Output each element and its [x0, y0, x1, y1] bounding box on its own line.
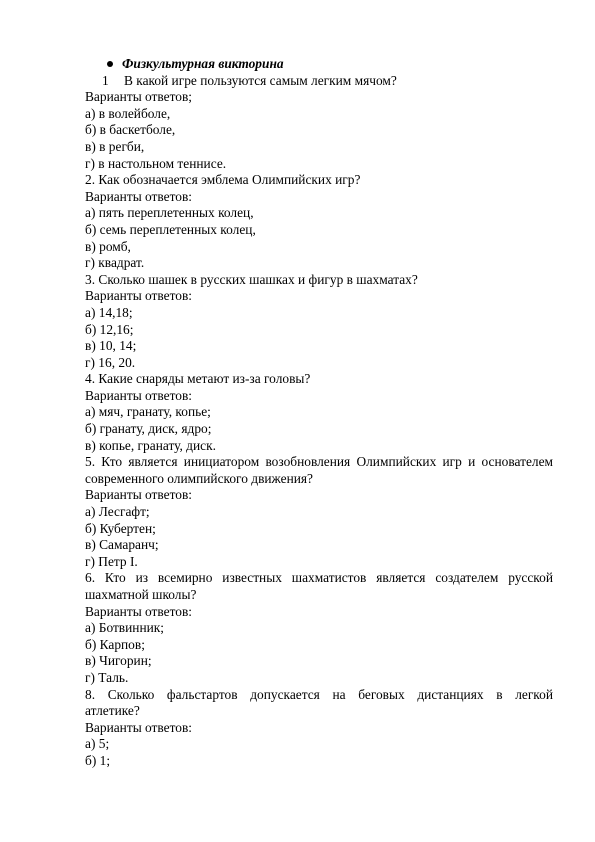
text-line: а) в волейболе,	[85, 105, 171, 121]
question-number: 1	[102, 72, 109, 88]
text-line: 2. Как обозначается эмблема Олимпийских игр?	[85, 172, 361, 188]
question-1	[85, 73, 553, 90]
text-line: 3. Сколько шашек в русских шашках и фигур в шахматах?	[85, 271, 418, 287]
text-line: в) в регби,	[85, 138, 145, 154]
document-title: Физкультурная викторина	[122, 56, 284, 71]
text-line: атлетике?	[85, 703, 140, 719]
bullet-icon	[107, 61, 113, 67]
text-line: б) 1;	[85, 752, 111, 768]
document-content	[85, 56, 553, 770]
text-line: б) гранату, диск, ядро;	[85, 421, 212, 437]
text-line: 8. Сколько фальстартов допускается на беговых дистанциях в легкой	[85, 686, 553, 702]
text-line: современного олимпийского движения?	[85, 470, 314, 486]
text-line: Варианты ответов:	[85, 603, 193, 619]
text-line: в) Чигорин;	[85, 653, 152, 669]
text-line: г) Петр I.	[85, 553, 138, 569]
text-line: г) квадрат.	[85, 255, 145, 271]
text-line: Варианты ответов:	[85, 719, 193, 735]
text-line: б) Карпов;	[85, 636, 145, 652]
text-line: в) ромб,	[85, 238, 131, 254]
text-line: а) пять переплетенных колец,	[85, 205, 254, 221]
text-line: б) Кубертен;	[85, 520, 156, 536]
text-line: 6. Кто из всемирно известных шахматистов является создателем русской	[85, 570, 553, 586]
question-text: В какой игре пользуются самым легким мячом?	[124, 72, 397, 88]
text-line: 5. Кто является инициатором возобновления Олимпийских игр и основателем	[85, 454, 553, 470]
text-line: шахматной школы?	[85, 587, 197, 602]
text-line: 4. Какие снаряды метают из-за головы?	[85, 371, 311, 387]
text-line: Варианты ответов;	[85, 89, 193, 105]
text-line: Варианты ответов:	[85, 188, 193, 204]
text-line: б) в баскетболе,	[85, 122, 176, 138]
text-line: г) в настольном теннисе.	[85, 155, 227, 171]
text-line: Варианты ответов:	[85, 288, 193, 304]
text-line: б) семь переплетенных колец,	[85, 221, 256, 237]
text-line: г) 16, 20.	[85, 354, 136, 370]
text-lines	[85, 89, 553, 769]
text-line: а) мяч, гранату, копье;	[85, 404, 211, 420]
text-line: а) Лесгафт;	[85, 504, 150, 520]
text-line: в) Самаранч;	[85, 537, 159, 553]
title-line	[85, 56, 553, 73]
text-line: в) 10, 14;	[85, 338, 137, 354]
text-line: а) 14,18;	[85, 304, 133, 320]
text-line: в) копье, гранату, диск.	[85, 437, 216, 453]
text-line: Варианты ответов:	[85, 487, 193, 503]
text-line: б) 12,16;	[85, 321, 134, 337]
text-line: а) Ботвинник;	[85, 620, 165, 636]
text-line: а) 5;	[85, 736, 110, 752]
text-line: Варианты ответов:	[85, 387, 193, 403]
text-line: г) Таль.	[85, 669, 129, 685]
